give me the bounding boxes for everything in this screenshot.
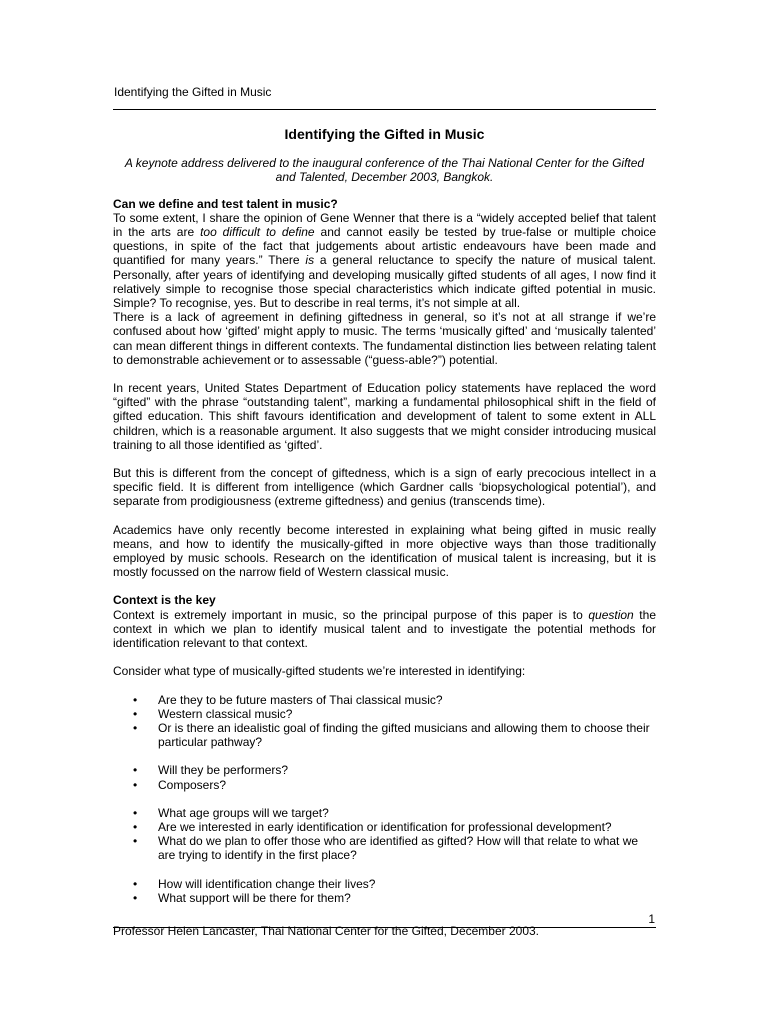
paragraph	[113, 211, 656, 310]
list-item	[113, 778, 656, 792]
list-item	[113, 834, 656, 862]
list-item	[113, 693, 656, 707]
document-body	[113, 127, 656, 919]
list-item	[113, 721, 656, 749]
paragraph: But this is different from the concept of giftedness, which is a sign of early precocious intellect in a specific field. It is different from intelligence (which Gardner calls ‘biopsychological potential’), and separate from prodigiousness (extreme giftedness) and genius (transcends time).	[113, 466, 656, 509]
paragraph-text: To some extent, I share the opinion of Gene Wenner that there is a “widely accepted belief that talent in the arts are	[113, 210, 656, 240]
list-item-text: Or is there an idealistic goal of finding the gifted musicians and allowing them to choose their particular pathway?	[158, 720, 650, 750]
paragraph-text: a general reluctance to specify the nature of musical talent. Personally, after years of identifying and developing musically gifted students of all ages, I now find it relatively simple to recognise those special characteristics which indicate gifted potential in music. Simple? To recognise, yes. But to describe in real terms, it’s not simple at all.	[113, 253, 656, 311]
bullet-icon: •	[133, 834, 138, 849]
bullet-list	[113, 693, 656, 750]
bullet-icon: •	[133, 777, 138, 792]
list-item-text: Will they be performers?	[158, 763, 289, 778]
document-title: Identifying the Gifted in Music	[284, 126, 485, 142]
bullet-list	[113, 763, 656, 791]
emphasis-text: is	[305, 253, 315, 268]
bullet-icon: •	[133, 805, 138, 820]
list-item-text: What do we plan to offer those who are identified as gifted? How will that relate to what we are trying to identify in the first place?	[158, 834, 639, 863]
bullet-icon: •	[133, 876, 138, 891]
bullet-icon: •	[133, 706, 138, 721]
bullet-icon: •	[133, 692, 138, 707]
running-header: Identifying the Gifted in Music	[114, 85, 272, 99]
footer-text: Professor Helen Lancaster, Thai National Center for the Gifted, December 2003.	[113, 924, 540, 938]
paragraph-text: Context is extremely important in music, so the principal purpose of this paper is to	[113, 607, 589, 622]
paragraph	[113, 608, 656, 651]
list-item-text: What support will be there for them?	[158, 890, 351, 905]
list-item	[113, 763, 656, 777]
bullet-icon: •	[133, 819, 138, 834]
paragraph: Consider what type of musically-gifted students we’re interested in identifying:	[113, 664, 526, 679]
bullet-icon: •	[133, 890, 138, 905]
list-item-text: Are we interested in early identification or identification for professional development?	[158, 819, 612, 834]
paragraph: In recent years, United States Department of Education policy statements have replaced the word “gifted” with the phrase “outstanding talent”, marking a fundamental philosophical shift in the field of gifted education. This shift favours identification and development of talent to some extent in ALL children, which is a reasonable argument. It also suggests that we might consider introducing musical training to all those identified as ‘gifted’.	[113, 381, 656, 452]
section-heading: Can we define and test talent in music?	[113, 196, 338, 211]
document-subtitle: A keynote address delivered to the inaugural conference of the Thai National Center for the Gifted and Talented, December 2003, Bangkok.	[124, 156, 645, 185]
paragraph-text: and cannot easily be tested by true-false or multiple choice questions, in spite of the fact that judgements about artistic endeavours have been made and quantified for many years.” There	[113, 225, 657, 268]
list-item-text: Western classical music?	[158, 706, 293, 721]
list-item	[113, 877, 656, 891]
paragraph-text: the context in which we plan to identify musical talent and to investigate the potential methods for identification relevant to that context.	[113, 607, 656, 651]
paragraph: There is a lack of agreement in defining giftedness in general, so it’s not at all strange if we’re confused about how ‘gifted’ might apply to music. The terms ‘musically gifted’ and ‘musically talented’ can mean different things in different contexts. The fundamental distinction lies between relating talent to demonstrable achievement or to assessable (“guess-able?”) potential.	[113, 310, 656, 367]
list-item-text: Are they to be future masters of Thai classical music?	[158, 692, 443, 707]
page-number: 1	[648, 912, 655, 926]
list-item	[113, 707, 656, 721]
list-item-text: How will identification change their lives?	[158, 876, 376, 891]
list-item-text: Composers?	[158, 777, 227, 792]
bullet-list	[113, 806, 656, 863]
emphasis-text: too difficult to define	[200, 225, 315, 240]
bullet-list	[113, 877, 656, 905]
section-heading: Context is the key	[113, 593, 216, 608]
list-item-text: What age groups will we target?	[158, 805, 329, 820]
bullet-icon: •	[133, 763, 138, 778]
list-item	[113, 806, 656, 820]
bullet-icon: •	[133, 720, 138, 735]
list-item	[113, 891, 656, 905]
paragraph: Academics have only recently become interested in explaining what being gifted in music really means, and how to identify the musically-gifted in more objective ways than those traditionally employed by music schools. Research on the identification of musical talent is increasing, but it is mostly focussed on the narrow field of Western classical music.	[113, 522, 656, 580]
emphasis-text: question	[588, 607, 634, 622]
header-rule	[113, 109, 656, 110]
list-item	[113, 820, 656, 834]
